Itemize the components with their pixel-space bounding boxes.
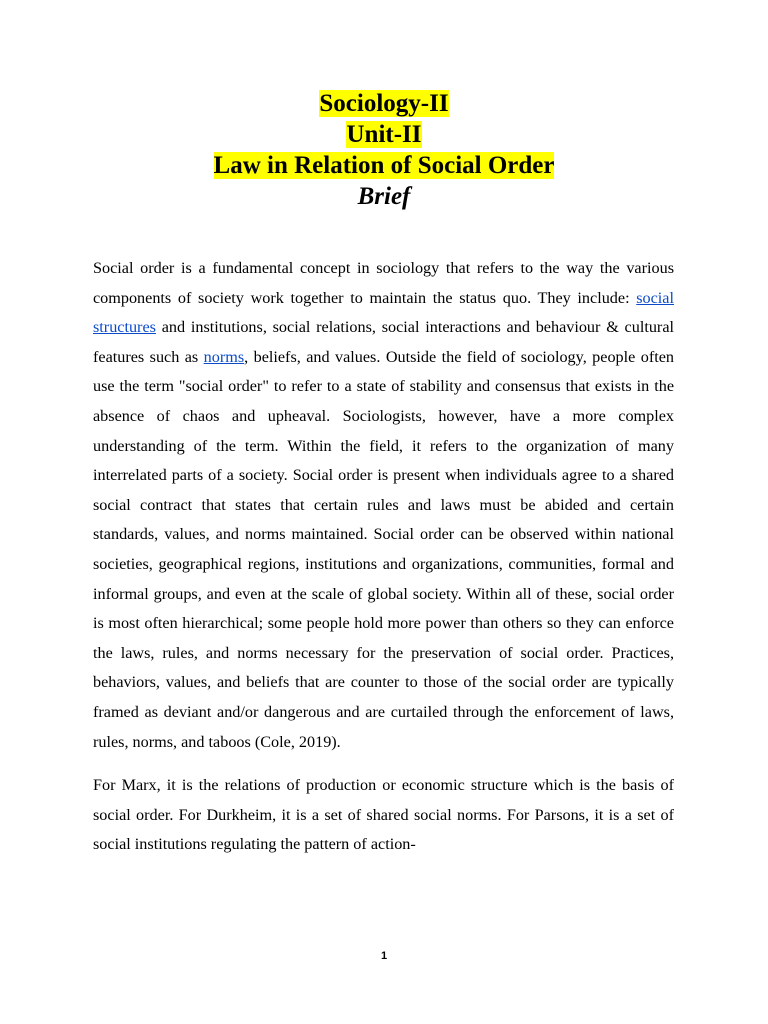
- subtitle: Brief: [357, 183, 411, 210]
- social-structures-link[interactable]: social structures: [93, 288, 674, 337]
- unit-title: Unit-II: [346, 121, 422, 148]
- body-text: [93, 254, 674, 860]
- topic-title: Law in Relation of Social Order: [213, 152, 555, 179]
- unit-title-line: [0, 119, 768, 150]
- paragraph-1-part-2: and institutions, social relations, social interactions and behaviour & cultural features such as: [93, 318, 674, 366]
- paragraph-social-order: [93, 254, 674, 757]
- norms-link[interactable]: norms: [203, 347, 245, 366]
- course-title: Sociology-II: [319, 90, 449, 117]
- title-block: [0, 88, 768, 212]
- topic-title-line: [0, 150, 768, 181]
- page-number: 1: [380, 950, 388, 962]
- paragraph-1-part-1: Social order is a fundamental concept in sociology that refers to the way the various components of society work together to maintain the status quo. They include:: [93, 259, 674, 307]
- paragraph-1-part-3: , beliefs, and values. Outside the field of sociology, people often use the term "social order" to refer to a state of stability and consensus that exists in the absence of chaos and upheaval. Sociologists, however, have a more complex understanding of the term. Within the field, it refers to the organization of many interrelated parts of a society. Social order is present when individuals agree to a shared social contract that states that certain rules and laws must be abided and certain standards, values, and norms maintained. Social order can be observed within national societies, geographical regions, institutions and organizations, communities, formal and informal groups, and even at the scale of global society. Within all of these, social order is most often hierarchical; some people hold more power than others so they can enforce the laws, rules, and norms necessary for the preservation of social order. Practices, behaviors, values, and beliefs that are counter to those of the social order are typically framed as deviant and/or dangerous and are curtailed through the enforcement of laws, rules, norms, and taboos (Cole, 2019).: [93, 347, 674, 751]
- course-title-line: [0, 88, 768, 119]
- paragraph-theorists: For Marx, it is the relations of production or economic structure which is the basis of social order. For Durkheim, it is a set of shared social norms. For Parsons, it is a set of social institutions regulating the pattern of action-: [93, 776, 674, 854]
